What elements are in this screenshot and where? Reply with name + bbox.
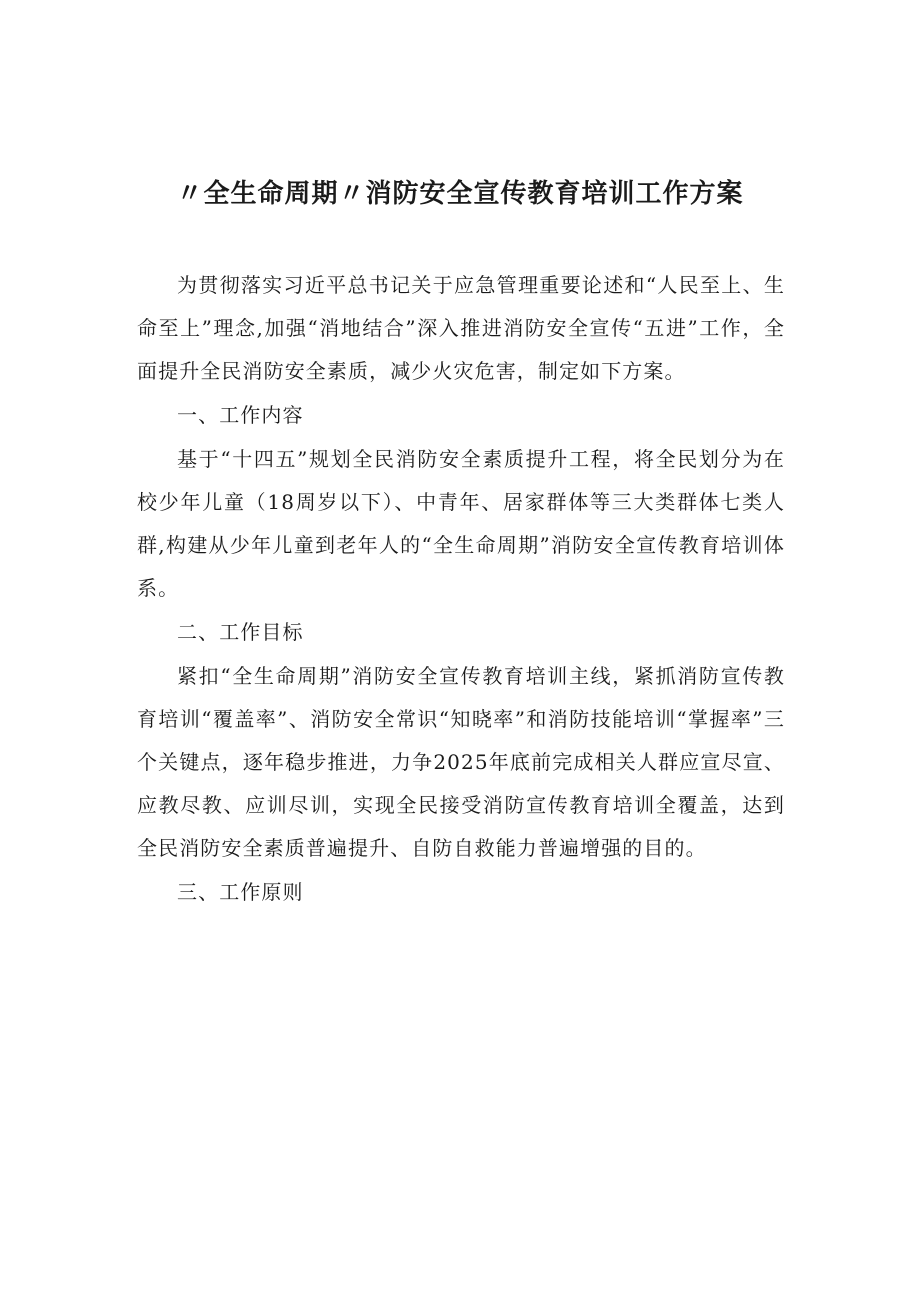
section-body-work-goals: 紧扣“全生命周期”消防安全宣传教育培训主线，紧抓消防宣传教育培训“覆盖率”、消防安全常识“知晓率”和消防技能培训“掌握率”三个关键点，逐年稳步推进，力争2025年底前完成相关人群应宣尽宣、应教尽教、应训尽训，实现全民接受消防宣传教育培训全覆盖，达到全民消防安全素质普遍提升、自防自救能力普遍增强的目的。 [137,664,785,860]
document-body [137,264,785,915]
section-heading-work-content: 一、工作内容 [177,403,304,427]
document-title: 〃全生命周期〃消防安全宣传教育培训工作方案 [176,179,744,209]
section-body-work-content: 基于“十四五”规划全民消防安全素质提升工程，将全民划分为在校少年儿童（18周岁以下）、中青年、居家群体等三大类群体七类人群,构建从少年儿童到老年人的“全生命周期”消防安全宣传教育培训体系。 [137,447,785,600]
section-heading-work-principles: 三、工作原则 [177,880,304,904]
section-heading-work-goals: 二、工作目标 [177,620,304,644]
intro-paragraph: 为贯彻落实习近平总书记关于应急管理重要论述和“人民至上、生命至上”理念,加强“消地结合”深入推进消防安全宣传“五进”工作，全面提升全民消防安全素质，减少火灾危害，制定如下方案。 [137,273,785,383]
